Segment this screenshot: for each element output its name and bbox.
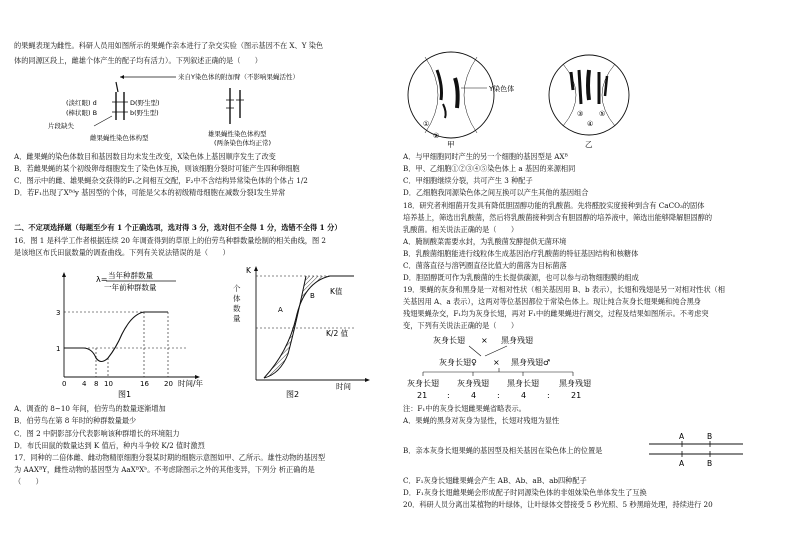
k-value-label: K值 xyxy=(330,287,343,296)
q15-option-d: D．若F₁出现了Xᴮᵈy 基因型的个体，可能是父本的初级精母细胞在减数分裂Ⅰ发生异常 xyxy=(14,188,286,197)
cell-division-figure xyxy=(403,0,788,150)
lambda-denominator: 一年前种群数量 xyxy=(104,283,157,292)
offspring-black-vestigial: 黑身残翅 xyxy=(559,379,591,388)
q18-line-3: 乳酸菌。相关说法正确的是（ ） xyxy=(403,225,519,234)
q17-option-a: A．与甲细胞同时产生的另一个细胞的基因型是 AXᴮ xyxy=(403,152,568,161)
j-curve xyxy=(264,276,306,378)
count-1: 21 xyxy=(417,391,428,400)
ratio-colon-2: : xyxy=(497,391,500,400)
curve-label-b: B xyxy=(310,292,315,300)
environmental-resistance-area xyxy=(264,276,330,378)
male-figure-caption-2: (两条染色体均正常) xyxy=(214,139,272,147)
label-yi: 乙 xyxy=(585,140,593,149)
offspring-gray-long: 灰身长翅 xyxy=(407,379,439,388)
count-2: 4 xyxy=(471,391,477,400)
figure-1-caption: 图1 xyxy=(118,390,132,399)
cross-symbol-1: × xyxy=(481,336,488,345)
half-k-label: K/2 值 xyxy=(326,329,349,338)
k-value-chart xyxy=(230,262,380,402)
x-tick-10: 10 xyxy=(104,380,113,388)
lambda-curve xyxy=(64,312,168,362)
testcross-diagram xyxy=(403,332,703,402)
deletion-label: 片段缺失 xyxy=(48,122,74,130)
q18-option-c: C．菌落直径与溶钙圈直径比值大的菌落为目标菌落 xyxy=(403,261,567,270)
q17-line-1: 17．同种的二倍体雌、雌动物精原细胞分裂某时期的细胞示意图如甲、乙所示。雄性动物的基因型 xyxy=(14,453,326,462)
cross-note: 注：F₁中的灰身长翅雌果蝇省略表示。 xyxy=(403,404,526,413)
offspring-black-long: 黑身长翅 xyxy=(507,379,539,388)
q16-line-2: 是该地区布氏田鼠数量的调查曲线。下列有关说法错误的是（ ） xyxy=(14,248,230,257)
marker-5: ⑤ xyxy=(599,110,606,118)
q18-option-d: D．胆固醇既可作为乳酸菌的生长提供碳源，也可以参与动物细胞膜的组成 xyxy=(403,273,639,282)
q15-option-c: C．图示中的雌、雄果蝇杂交获得的F₁之间相互交配，F₂中不含结构异常染色体的个体占 1/2 xyxy=(14,176,308,185)
cross-symbol-2: × xyxy=(493,358,500,367)
q17-option-b: B．甲、乙细胞①②③④⑤染色体上 a 基因的来源相同 xyxy=(403,164,576,173)
gene-label-b: b(野生型) xyxy=(130,109,159,117)
chrom-lower-a: A xyxy=(679,459,685,468)
section-title: 二、不定项选择题（每题至少有 1 个正确选项，选对得 3 分，选对但不全得 1 分，选错不全得 1 分） xyxy=(14,223,342,232)
figure-2-caption: 图2 xyxy=(286,390,300,399)
y-axis-label: 个体数量 xyxy=(233,284,241,323)
gene-label-B: (棒状眼) B xyxy=(66,109,98,117)
q16-option-b: B．伯劳鸟在第 8 年时的种群数量最少 xyxy=(14,416,137,425)
offspring-gray-vestigial: 灰身残翅 xyxy=(457,379,489,388)
x-tick-20: 20 xyxy=(164,380,173,388)
lambda-numerator: 当年种群数量 xyxy=(108,271,153,280)
x-axis-time: 时间 xyxy=(336,382,351,391)
female-figure-caption: 雌果蝇性染色体构型 xyxy=(90,134,149,142)
q19-line-3: 残翅果蝇杂交，F₁均为灰身长翅，再对 F₁中的雌果蝇进行测交，过程及结果如图所示。不考虑突 xyxy=(403,309,709,318)
marker-2: ② xyxy=(433,132,440,140)
cell-jia xyxy=(408,52,494,138)
f1-female: 灰身长翅♀ xyxy=(439,358,477,367)
q19-option-d: D．F₁灰身长翅雌果蝇会形成配子时同源染色体的非姐妹染色单体发生了互换 xyxy=(403,488,647,497)
q19-option-b: B．亲本灰身长翅果蝇的基因型及相关基因在染色体上的位置是 xyxy=(403,446,603,455)
q19-line-4: 变，下列有关说法正确的是（ ） xyxy=(403,321,519,330)
label-jia: 甲 xyxy=(447,140,455,149)
count-4: 21 xyxy=(571,391,582,400)
q19-option-c: C．F₁灰身长翅雌果蝇会产生 AB、Ab、aB、ab四种配子 xyxy=(403,476,587,485)
q17-option-d: D．乙细胞我同源染色体之间互换可以产生其他的基因组合 xyxy=(403,188,589,197)
intro-line-1: 的果蝇表现为雌性。科研人员用如图所示的果蝇作亲本进行了杂交实验（图示基因不在 X、Y 染色 xyxy=(14,41,324,50)
attached-arm-label: 来自Y染色体的附加臂（不影响果蝇活性） xyxy=(178,73,299,81)
male-figure-caption-1: 雄果蝇性染色体构型 xyxy=(208,130,267,138)
chrom-upper-a: A xyxy=(679,432,685,441)
homologous-chromosome-diagram xyxy=(643,430,753,470)
q17-line-3: （ ） xyxy=(14,477,43,486)
lambda-chart xyxy=(38,262,228,402)
q19-line-2: 关基因用 A、a 表示），这两对等位基因都位于常染色体上。现让纯合灰身长翅果蝇和纯合黑身 xyxy=(403,297,701,306)
q18-line-2: 培养基上，筛选出乳酸菌，然后将乳酸菌接种到含有胆固醇的培养液中，筛选出能够降解胆固醇的 xyxy=(403,213,713,222)
chrom-upper-b: B xyxy=(707,432,713,441)
q15-option-b: B．若雌果蝇的某个初级卵母细胞发生了染色体互换，则该细胞分裂时可能产生四种卵细胞 xyxy=(14,164,300,173)
q15-option-a: A．雌果蝇的染色体数目和基因数目均未发生改变，X染色体上基因顺序发生了改变 xyxy=(14,152,276,161)
q16-option-a: A．调查的 8~10 年间，伯劳鸟的数量逐渐增加 xyxy=(14,404,166,413)
q17-option-c: C．甲细胞继续分裂，共可产生 3 种配子 xyxy=(403,176,533,185)
marker-3: ③ xyxy=(577,110,584,118)
y-tick-3: 3 xyxy=(56,309,61,317)
q17-line-2: 为 AAXᴮY，雌性动物的基因型为 AaXᴮXᵇ。不考虑除图示之外的其他变异，下列分 析正确的是 xyxy=(14,465,315,474)
chrom-lower-b: B xyxy=(707,459,713,468)
y-chromosome-label: Y染色体 xyxy=(489,85,515,93)
q18-option-b: B．乳酸菌细胞能进行线粒体生成基因治疗乳酸菌的特征基因结构和核糖体 xyxy=(403,249,639,258)
intro-line-2: 体的同源区段上，雌雄个体产生的配子均有活力）。下列叙述正确的是（ ） xyxy=(14,56,262,65)
q16-line-1: 16．图 1 是科学工作者根据连续 20 年调查得到的草原上的伯劳鸟种群数量绘制的相关曲线，图 2 xyxy=(14,236,326,245)
q19-option-a: A．果蝇的黑身对灰身为显性，长翅对残翅为显性 xyxy=(403,416,560,425)
y-axis-label-wrapper xyxy=(233,284,247,344)
x-tick-16: 16 xyxy=(140,380,149,388)
lambda-symbol: λ= xyxy=(96,275,108,284)
gene-label-D: D(野生型) xyxy=(130,99,160,107)
q18-line-1: 18．研究者利细菌开发具有降低胆固醇功能的乳酸菌。先将醛胶实度接种到含有 CaCO₃的固体 xyxy=(403,201,705,210)
x-tick-4: 4 xyxy=(82,380,87,388)
curve-label-a: A xyxy=(278,306,283,314)
count-3: 4 xyxy=(521,391,527,400)
q16-option-d: D．布氏田鼠的数量达到 K 值后，种内斗争较 K/2 值时激烈 xyxy=(14,441,205,450)
ratio-colon-1: : xyxy=(447,391,450,400)
q19-line-1: 19．果蝇的灰身和黑身是一对相对性状（相关基因用 B、b 表示），长翅和残翅是另一对相对性状（相 xyxy=(403,285,725,294)
f1-male: 黑身残翅♂ xyxy=(511,358,551,367)
x-tick-8: 8 xyxy=(94,380,99,388)
chromosome-configuration-figure xyxy=(8,68,396,148)
q16-option-c: C．图 2 中阴影部分代表影响该种群增长的环境阻力 xyxy=(14,429,180,438)
q18-option-a: A．腌制酸菜需要水封，为乳酸菌发酵提供无菌环境 xyxy=(403,237,567,246)
ratio-colon-3: : xyxy=(547,391,550,400)
y-tick-1: 1 xyxy=(56,345,61,353)
x-axis-label: 时间/年 xyxy=(178,379,204,388)
marker-4: ④ xyxy=(587,120,594,128)
gene-label-d: (淡红眼) d xyxy=(66,99,97,107)
parent-gray-long: 灰身长翅 xyxy=(433,336,465,345)
x-tick-0: 0 xyxy=(62,380,67,388)
marker-1: ① xyxy=(423,120,430,128)
y-axis-k: K xyxy=(246,266,251,275)
parent-black-vestigial: 黑身残翅 xyxy=(501,336,533,345)
q20-line-1: 20．科研人员分离出某植物的叶绿体，让叶绿体交替接受 5 秒光照、5 秒黑暗处理，持续进行 20 xyxy=(403,500,713,509)
